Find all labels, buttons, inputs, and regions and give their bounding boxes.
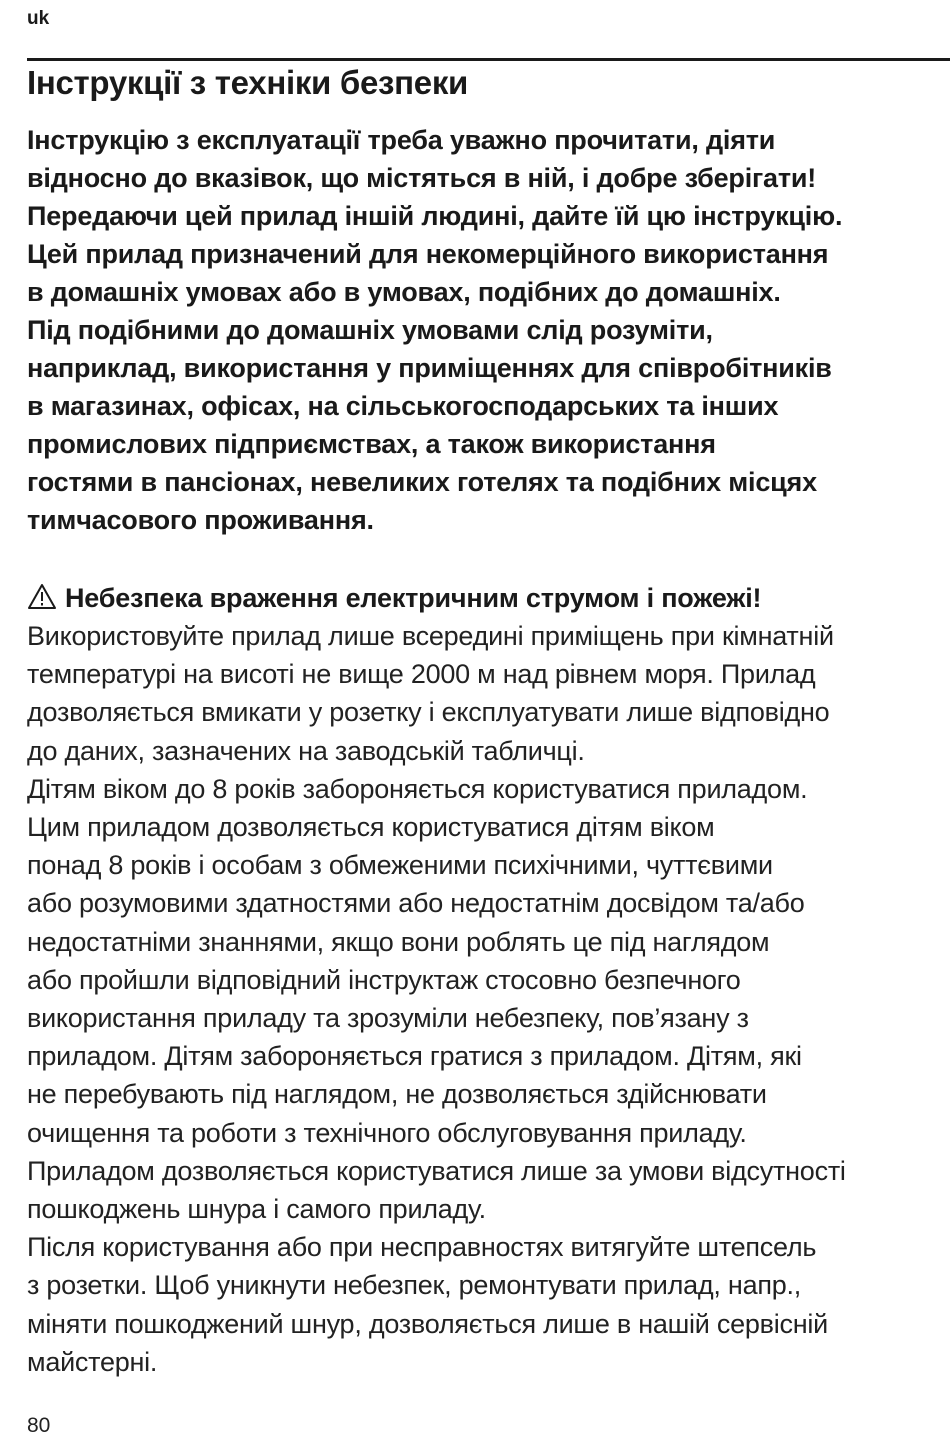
body-line: Цим приладом дозволяється користуватися дітям віком <box>27 812 715 843</box>
body-line: недостатніми знаннями, якщо вони роблять це під наглядом <box>27 926 770 957</box>
intro-line: Передаючи цей прилад іншій людині, дайте їй цю інструкцію. <box>27 201 843 231</box>
intro-line: Інструкцію з експлуатації треба уважно прочитати, діяти <box>27 125 776 155</box>
body-line: використання приладу та зрозуміли небезпеку, пов’язану з <box>27 1003 749 1034</box>
page-title: Інструкції з техніки безпеки <box>27 64 469 101</box>
body-line: температурі на висоті не вище 2000 м над рівнем моря. Прилад <box>27 659 816 690</box>
intro-line: Цей прилад призначений для некомерційного використання <box>27 239 829 269</box>
body-line: до даних, зазначених на заводській табличці. <box>27 735 585 766</box>
body-line: майстерні. <box>27 1346 158 1377</box>
body-line: Використовуйте прилад лише всередині приміщень при кімнатній <box>27 621 834 651</box>
body-line: понад 8 років і особам з обмеженими психічними, чуттєвими <box>27 850 773 881</box>
header-divider <box>27 58 950 61</box>
intro-line: наприклад, використання у приміщеннях для співробітників <box>27 353 832 383</box>
safety-body <box>27 617 950 1381</box>
body-line: очищення та роботи з технічного обслуговування приладу. <box>27 1117 747 1148</box>
intro-line: в магазинах, офісах, на сільськогосподарських та інших <box>27 391 779 421</box>
body-line: міняти пошкоджений шнур, дозволяється лише в нашій сервісній <box>27 1308 828 1339</box>
body-line: Після користування або при несправностях витягуйте штепсель <box>27 1232 817 1263</box>
body-line: Дітям віком до 8 років забороняється користуватися приладом. <box>27 773 808 804</box>
warning-heading-text: Небезпека враження електричним струмом і пожежі! <box>65 583 762 613</box>
intro-paragraph <box>27 121 950 539</box>
intro-line: Під подібними до домашніх умовами слід розуміти, <box>27 315 713 345</box>
body-line: дозволяється вмикати у розетку і експлуатувати лише відповідно <box>27 697 830 728</box>
body-line: або пройшли відповідний інструктаж стосовно безпечного <box>27 964 741 995</box>
body-line: пошкоджень шнура і самого приладу. <box>27 1194 486 1225</box>
body-line: Приладом дозволяється користуватися лише за умови відсутності <box>27 1155 846 1186</box>
intro-line: тимчасового проживання. <box>27 505 374 535</box>
page-number: 80 <box>27 1414 51 1437</box>
warning-triangle-icon <box>27 582 57 609</box>
warning-heading <box>27 579 761 617</box>
intro-line: гостями в пансіонах, невеликих готелях та подібних місцях <box>27 467 817 497</box>
body-line: приладом. Дітям забороняється гратися з приладом. Дітям, які <box>27 1041 802 1072</box>
intro-line: промислових підприємствах, а також використання <box>27 429 716 459</box>
language-code: uk <box>27 8 50 29</box>
intro-line: відносно до вказівок, що містяться в ній, і добре зберігати! <box>27 163 817 193</box>
body-line: з розетки. Щоб уникнути небезпек, ремонтувати прилад, напр., <box>27 1270 801 1301</box>
body-line: не перебувають під наглядом, не дозволяється здійснювати <box>27 1079 767 1110</box>
body-line: або розумовими здатностями або недостатнім досвідом та/або <box>27 888 805 919</box>
intro-line: в домашніх умовах або в умовах, подібних до домашніх. <box>27 277 781 307</box>
